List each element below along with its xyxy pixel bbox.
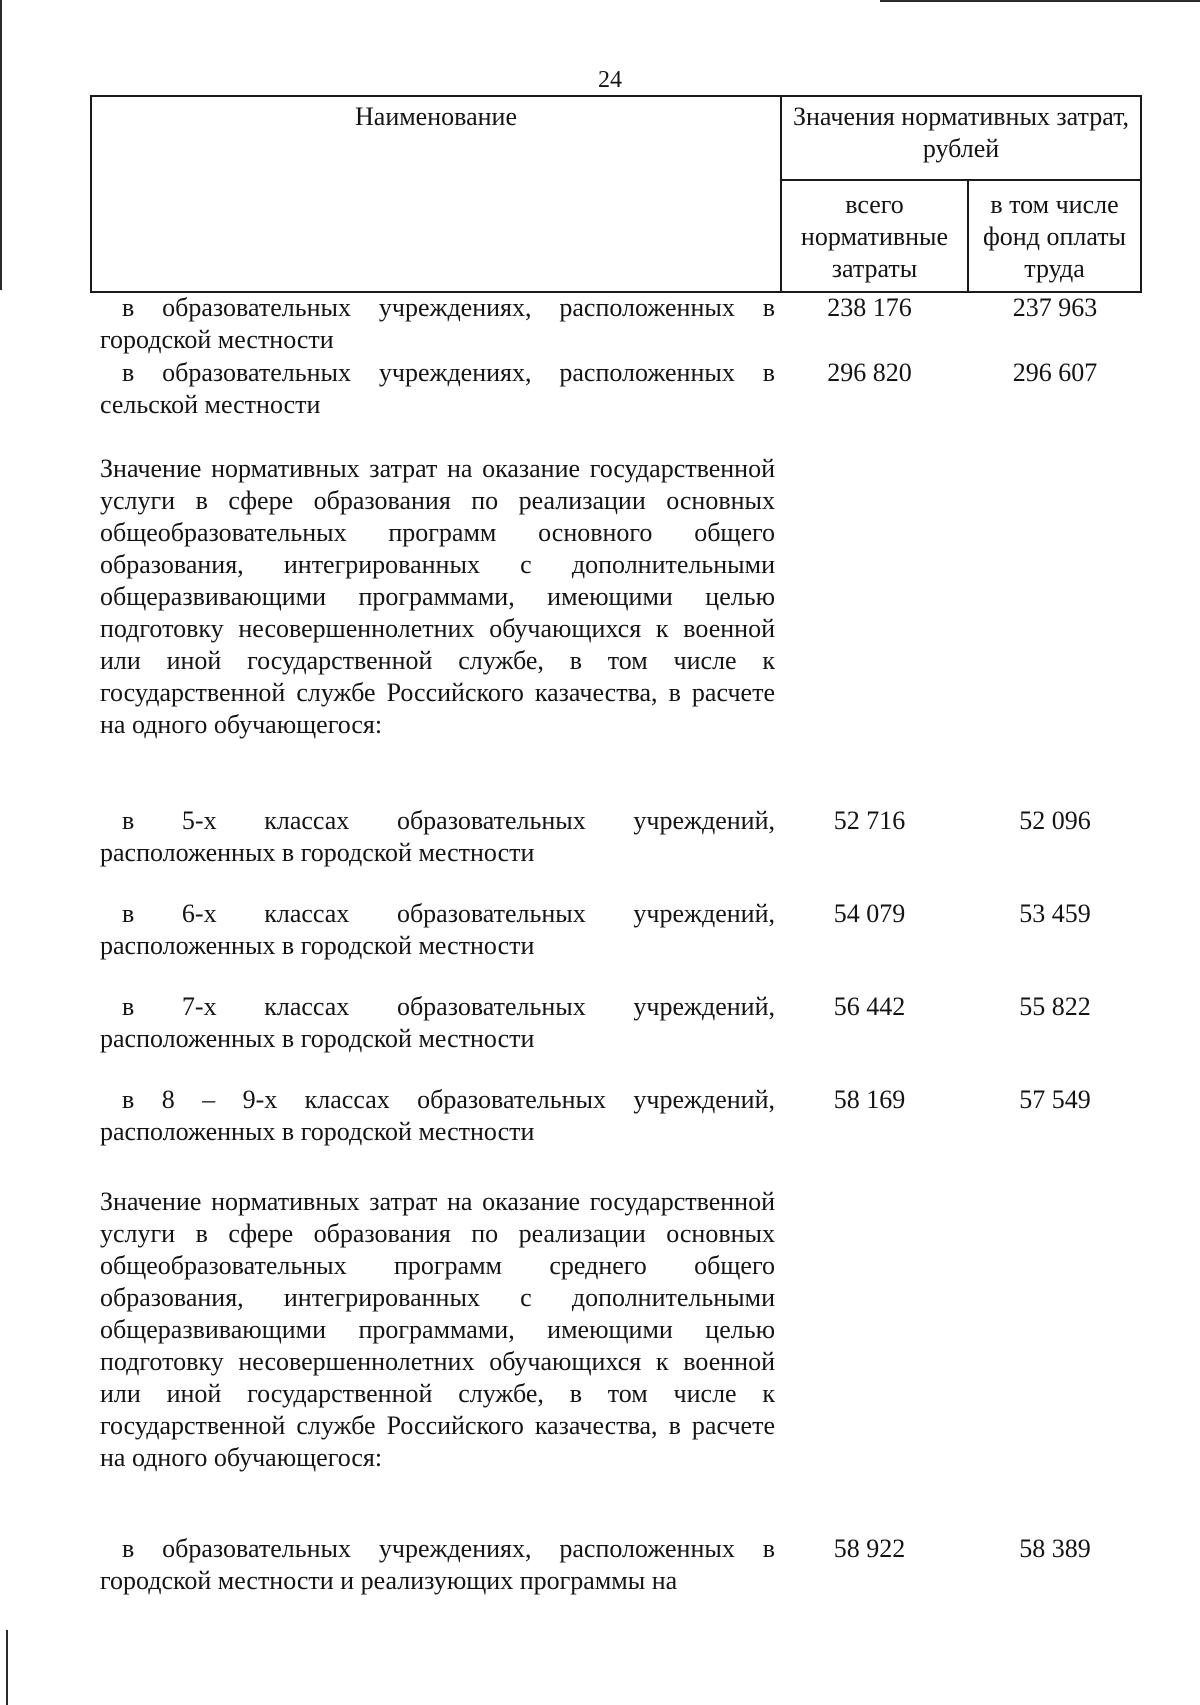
scan-edge-left bbox=[0, 0, 2, 290]
scan-edge-top bbox=[880, 0, 1200, 2]
row-grade-6-total: 54 079 bbox=[833, 899, 906, 928]
row-grade-7-payroll: 55 822 bbox=[1019, 992, 1091, 1021]
row-grade-6-payroll: 53 459 bbox=[1019, 899, 1091, 928]
header-values-cell: Значения нормативных затрат, рублей bbox=[781, 96, 1141, 180]
row-urban-programs-total: 58 922 bbox=[833, 1534, 906, 1563]
row-grade-5-payroll: 52 096 bbox=[1019, 806, 1091, 835]
row-grade-8-9: в 8 – 9-х классах образовательных учреждений, расположенных в городской местности bbox=[100, 1085, 775, 1146]
row-grade-7-total: 56 442 bbox=[833, 992, 906, 1021]
row-urban-payroll: 237 963 bbox=[1012, 293, 1098, 322]
header-total-cell: всего нормативные затраты bbox=[781, 180, 968, 292]
row-rural-total: 296 820 bbox=[827, 358, 912, 387]
row-grade-6: в 6-х классах образовательных учреждений, расположенных в городской местности bbox=[100, 899, 775, 960]
row-grade-5: в 5-х классах образовательных учреждений, расположенных в городской местности bbox=[100, 806, 775, 867]
header-payroll-cell: в том числе фонд оплаты труда bbox=[968, 180, 1141, 292]
paragraph-basic-education: Значение нормативных затрат на оказание государственной услуги в сфере образования по реализации основных общеобразовательных программ основного общего образования, интегрированных с дополнительными общеразвивающими программами, имеющими целью подготовку несовершеннолетних обучающихся к военной или иной государственной службе, в том числе к государственной службе Российского казачества, в расчете на одного обучающегося: bbox=[100, 454, 775, 739]
row-grade-5-total: 52 716 bbox=[833, 806, 906, 835]
paragraph-secondary-education: Значение нормативных затрат на оказание государственной услуги в сфере образования по реализации основных общеобразовательных программ среднего общего образования, интегрированных с дополнительными общеразвивающими программами, имеющими целью подготовку несовершеннолетних обучающихся к военной или иной государственной службе, в том числе к государственной службе Российского казачества, в расчете на одного обучающегося: bbox=[100, 1187, 775, 1472]
page-number: 24 bbox=[598, 67, 622, 93]
row-grade-8-9-payroll: 57 549 bbox=[1019, 1085, 1091, 1114]
row-urban: в образовательных учреждениях, расположенных в городской местности bbox=[100, 293, 775, 354]
row-urban-total: 238 176 bbox=[827, 293, 912, 322]
row-rural-payroll: 296 607 bbox=[1012, 358, 1098, 387]
cost-table-header bbox=[90, 95, 1142, 293]
row-rural: в образовательных учреждениях, расположенных в сельской местности bbox=[100, 358, 775, 419]
row-grade-7: в 7-х классах образовательных учреждений, расположенных в городской местности bbox=[100, 992, 775, 1053]
row-urban-programs: в образовательных учреждениях, расположенных в городской местности и реализующих программы на bbox=[100, 1534, 775, 1595]
scan-edge-bottom-left bbox=[6, 1630, 8, 1705]
row-grade-8-9-total: 58 169 bbox=[833, 1085, 906, 1114]
header-name-cell: Наименование bbox=[91, 96, 781, 292]
row-urban-programs-payroll: 58 389 bbox=[1019, 1534, 1091, 1563]
